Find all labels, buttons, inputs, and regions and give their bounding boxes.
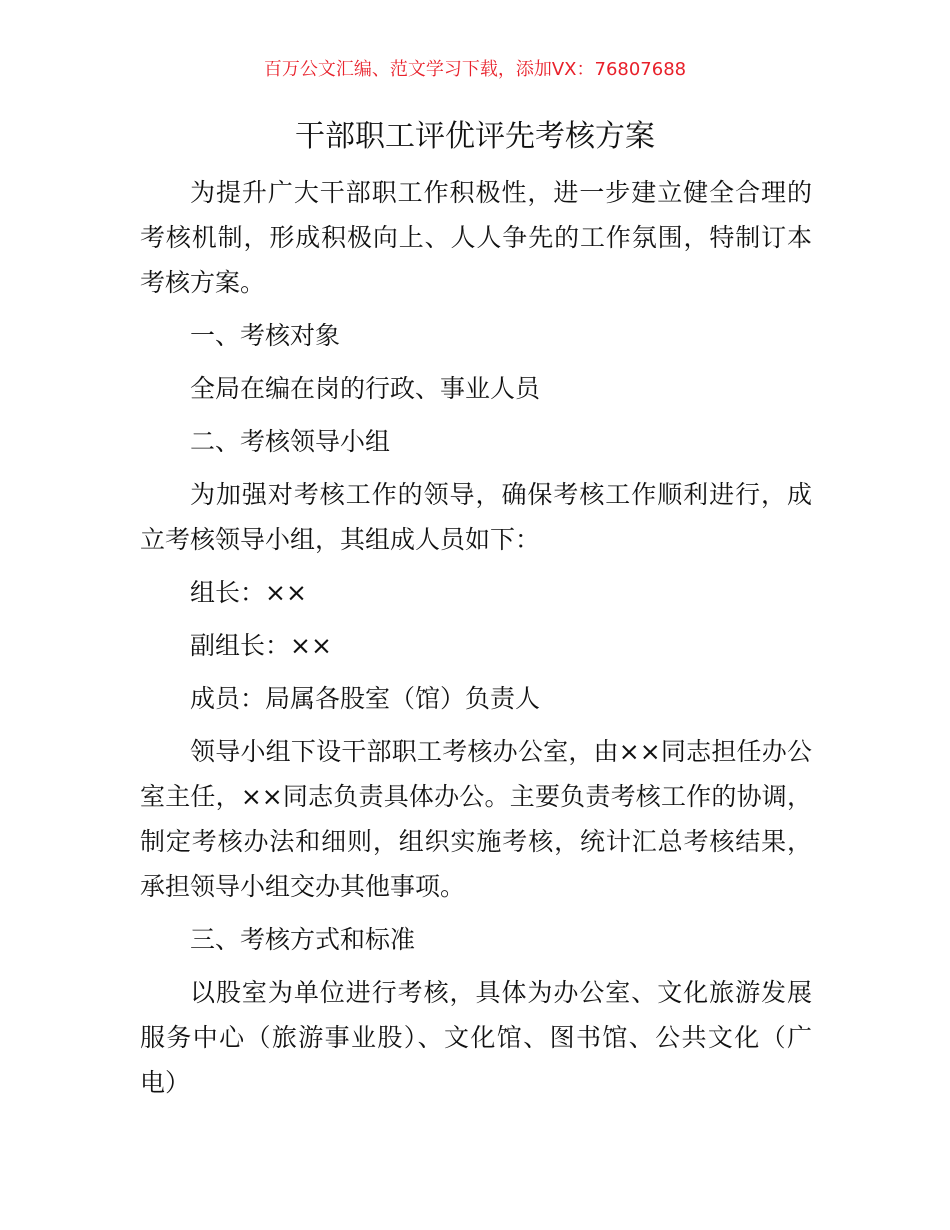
section-heading-1: 一、考核对象	[190, 321, 341, 350]
leader-line: 组长：××	[190, 578, 307, 607]
watermark-banner: 百万公文汇编、范文学习下载，添加VX：76807688	[263, 59, 687, 80]
section-heading-3: 三、考核方式和标准	[190, 925, 416, 954]
intro-paragraph: 为提升广大干部职工作积极性，进一步建立健全合理的考核机制，形成积极向上、人人争先的工作氛围，特制订本考核方案。	[140, 178, 812, 297]
section-1-text: 全局在编在岗的行政、事业人员	[190, 374, 541, 403]
section-3-text: 以股室为单位进行考核，具体为办公室、文化旅游发展服务中心（旅游事业股）、文化馆、图书馆、公共文化（广电）	[140, 978, 812, 1097]
deputy-leader-line: 副组长：××	[190, 631, 332, 660]
document-body	[140, 170, 812, 1105]
office-paragraph: 领导小组下设干部职工考核办公室，由××同志担任办公室主任，××同志负责具体办公。主要负责考核工作的协调，制定考核办法和细则，组织实施考核，统计汇总考核结果，承担领导小组交办其他事项。	[140, 737, 812, 901]
section-2-intro: 为加强对考核工作的领导，确保考核工作顺利进行，成立考核领导小组，其组成人员如下：	[140, 480, 812, 554]
members-line: 成员：局属各股室（馆）负责人	[190, 684, 541, 713]
document-title: 干部职工评优评先考核方案	[295, 119, 655, 154]
section-heading-2: 二、考核领导小组	[190, 427, 391, 456]
